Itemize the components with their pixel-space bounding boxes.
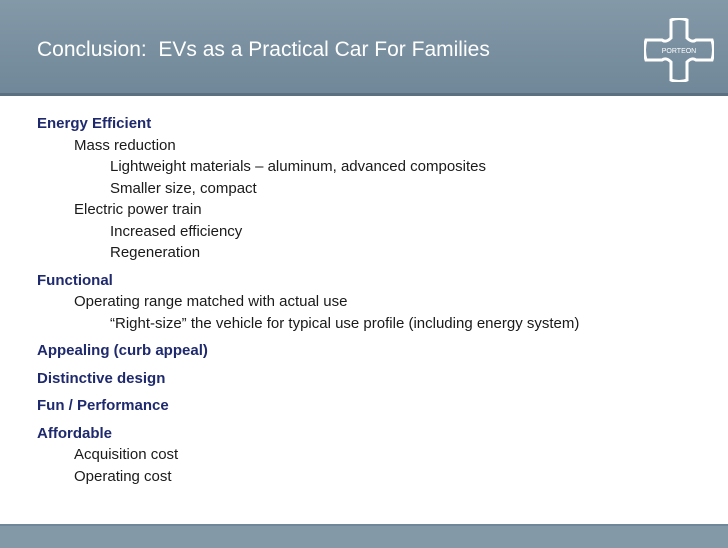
outline-subitem: Mass reduction [74, 136, 176, 154]
header-rule [0, 93, 728, 96]
outline-detail: Increased efficiency [110, 222, 243, 240]
outline-heading: Affordable [37, 424, 112, 442]
slide-header [0, 0, 728, 96]
outline-heading: Appealing (curb appeal) [37, 342, 208, 359]
slide-footer [0, 524, 728, 548]
porteon-logo [644, 18, 714, 82]
outline-heading: Distinctive design [37, 369, 166, 387]
outline-subitem: Operating range matched with actual use [74, 293, 348, 310]
outline-subitem: Operating cost [74, 467, 172, 485]
outline-subitem: Acquisition cost [74, 446, 179, 463]
bullet-outline [37, 113, 579, 487]
outline-heading: Functional [37, 271, 113, 289]
slide-title: Conclusion: EVs as a Practical Car For Families [37, 38, 490, 61]
logo-text: PORTEON [661, 48, 697, 55]
outline-heading: Fun / Performance [37, 397, 169, 414]
outline-subitem: Electric power train [74, 201, 202, 218]
outline-detail: Regeneration [110, 244, 201, 261]
outline-detail: “Right-size” the vehicle for typical use profile (including energy system) [110, 314, 580, 332]
outline-detail: Lightweight materials – aluminum, advanced composites [110, 158, 487, 175]
outline-detail: Smaller size, compact [110, 179, 257, 197]
outline-heading: Energy Efficient [37, 115, 152, 132]
